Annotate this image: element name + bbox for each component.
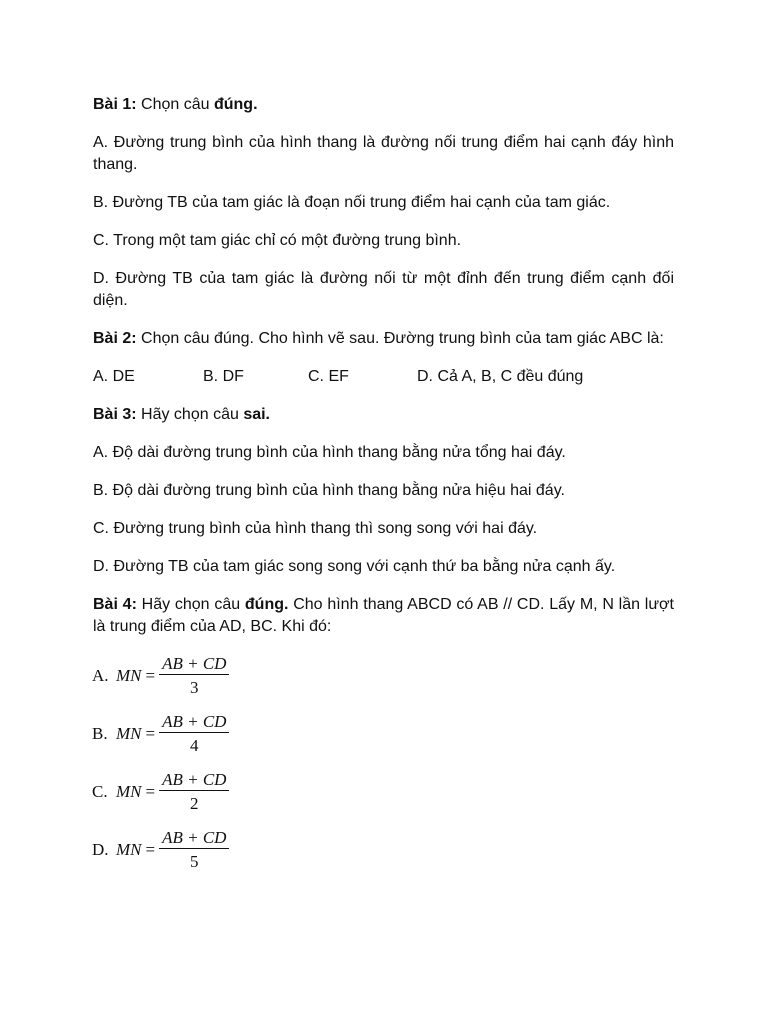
document-page — [93, 94, 674, 875]
bai4-prompt-rest: Cho hình thang ABCD có AB // CD. Lấy M, N lần lượt là trung điểm của AD, BC. Khi đó: — [93, 596, 674, 635]
bai3-option-d: D. Đường TB của tam giác song song với cạnh thứ ba bằng nửa cạnh ấy. — [93, 558, 616, 575]
formula-letter: B. — [92, 724, 108, 743]
fraction — [159, 770, 229, 815]
formula-lhs: MN — [116, 724, 142, 743]
bai3-label: Bài 3: — [93, 406, 137, 423]
fraction — [159, 712, 229, 757]
fraction-denominator: 5 — [190, 851, 199, 871]
fraction-numerator: AB + CD — [159, 828, 229, 849]
formula-letter: C. — [92, 782, 108, 801]
fraction — [159, 654, 229, 699]
bai1-option-d: D. Đường TB của tam giác là đường nối từ một đỉnh đến trung điểm cạnh đối diện. — [93, 270, 674, 309]
fraction-denominator: 3 — [190, 677, 199, 697]
bai4-formula-a — [92, 651, 674, 701]
bai2-option-c: C. EF — [308, 368, 349, 385]
bai1-option-c: C. Trong một tam giác chỉ có một đường trung bình. — [93, 232, 462, 249]
fraction-numerator: AB + CD — [159, 654, 229, 675]
fraction-denominator: 2 — [190, 793, 199, 813]
bai3-prompt: Hãy chọn câu — [136, 406, 244, 423]
fraction-numerator: AB + CD — [159, 712, 229, 733]
bai4-prompt: Hãy chọn câu — [136, 596, 245, 613]
fraction — [159, 828, 229, 873]
bai2-prompt: Chọn câu đúng. Cho hình vẽ sau. Đường trung bình của tam giác ABC là: — [136, 330, 664, 347]
formula-letter: A. — [92, 666, 109, 685]
bai4-prompt-bold: đúng. — [244, 596, 289, 613]
bai3-option-b: B. Độ dài đường trung bình của hình thang bằng nửa hiệu hai đáy. — [93, 482, 565, 499]
bai2-label: Bài 2: — [93, 330, 137, 347]
bai3-option-c: C. Đường trung bình của hình thang thì song song với hai đáy. — [93, 520, 538, 537]
bai2-options — [93, 366, 674, 388]
bai3-option-a: A. Độ dài đường trung bình của hình thang bằng nửa tổng hai đáy. — [93, 444, 566, 461]
formula-equals: = — [145, 724, 156, 743]
formula-equals: = — [145, 782, 156, 801]
formula-letter: D. — [92, 840, 109, 859]
bai4-formula-c — [92, 767, 674, 817]
bai1-label: Bài 1: — [93, 96, 137, 113]
bai3-question — [93, 404, 674, 426]
bai3-prompt-bold: sai. — [243, 406, 270, 423]
fraction-numerator: AB + CD — [159, 770, 229, 791]
bai1-option-a: A. Đường trung bình của hình thang là đường nối trung điểm hai cạnh đáy hình thang. — [93, 134, 674, 173]
formula-equals: = — [145, 666, 156, 685]
bai4-formula-b — [92, 709, 674, 759]
bai2-option-a: A. DE — [93, 368, 135, 385]
bai2-option-d: D. Cả A, B, C đều đúng — [417, 368, 584, 385]
bai1-question — [93, 94, 674, 116]
bai4-formula-d — [92, 825, 674, 875]
formula-lhs: MN — [116, 840, 142, 859]
bai4-question — [93, 594, 674, 638]
bai1-option-b: B. Đường TB của tam giác là đoạn nối trung điểm hai cạnh của tam giác. — [93, 194, 611, 211]
bai2-option-b: B. DF — [203, 368, 244, 385]
bai1-prompt: Chọn câu — [136, 96, 214, 113]
formula-lhs: MN — [116, 782, 142, 801]
bai4-label: Bài 4: — [93, 596, 137, 613]
bai2-question — [93, 328, 674, 350]
fraction-denominator: 4 — [190, 735, 199, 755]
bai1-prompt-bold: đúng. — [213, 96, 258, 113]
formula-lhs: MN — [116, 666, 142, 685]
formula-equals: = — [145, 840, 156, 859]
